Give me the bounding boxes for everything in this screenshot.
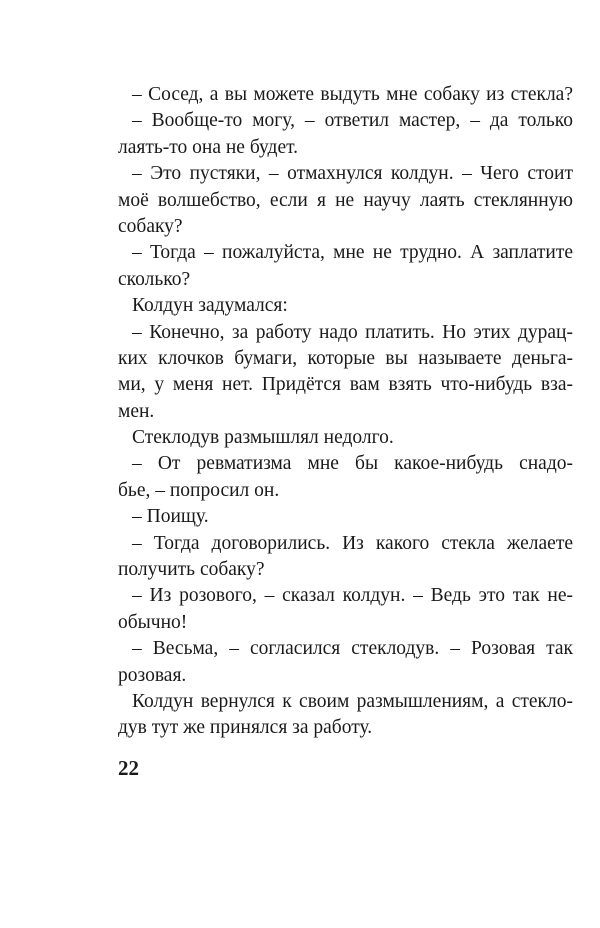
text-line: ми, у меня нет. Придётся вам взять что-нибудь вза-	[118, 374, 573, 396]
text-line: моё волшебство, если я не научу лаять стеклянную	[118, 189, 573, 211]
text-line: – Весьма, – согласился стеклодув. – Розовая так	[132, 638, 573, 660]
text-line: сколько?	[118, 268, 191, 290]
page-number: 22	[118, 756, 139, 780]
text-line: – Это пустяки, – отмахнулся колдун. – Чего стоит	[132, 163, 573, 185]
text-line: Колдун задумался:	[132, 295, 288, 317]
text-line: дув тут же принялся за работу.	[118, 717, 373, 739]
text-line: – Тогда договорились. Из какого стекла желаете	[132, 532, 573, 554]
text-line: – Вообще-то могу, – ответил мастер, – да только	[132, 110, 573, 132]
book-page-text	[118, 82, 573, 742]
text-line: Колдун вернулся к своим размышлениям, а стекло-	[132, 690, 573, 712]
text-line: обычно!	[118, 611, 188, 633]
text-line: собаку?	[118, 215, 183, 237]
text-line: мен.	[118, 400, 155, 422]
text-line: – Сосед, а вы можете выдуть мне собаку из стекла?	[132, 84, 573, 105]
text-line: – От ревматизма мне бы какое-нибудь снадо-	[132, 453, 573, 475]
text-line: – Поищу.	[132, 506, 209, 528]
text-line: – Тогда – пожалуйста, мне не трудно. А заплатите	[132, 242, 573, 264]
text-line: – Из розового, – сказал колдун. – Ведь это так не-	[132, 585, 573, 607]
text-line: – Конечно, за работу надо платить. Но этих дурац-	[132, 321, 573, 343]
text-line: ких клочков бумаги, которые вы называете деньга-	[118, 347, 573, 369]
text-line: получить собаку?	[118, 559, 265, 581]
text-line: розовая.	[118, 664, 187, 686]
text-line: Стеклодув размышлял недолго.	[132, 427, 394, 449]
text-line: лаять-то она не будет.	[118, 136, 299, 158]
text-line: бье, – попросил он.	[118, 479, 280, 501]
